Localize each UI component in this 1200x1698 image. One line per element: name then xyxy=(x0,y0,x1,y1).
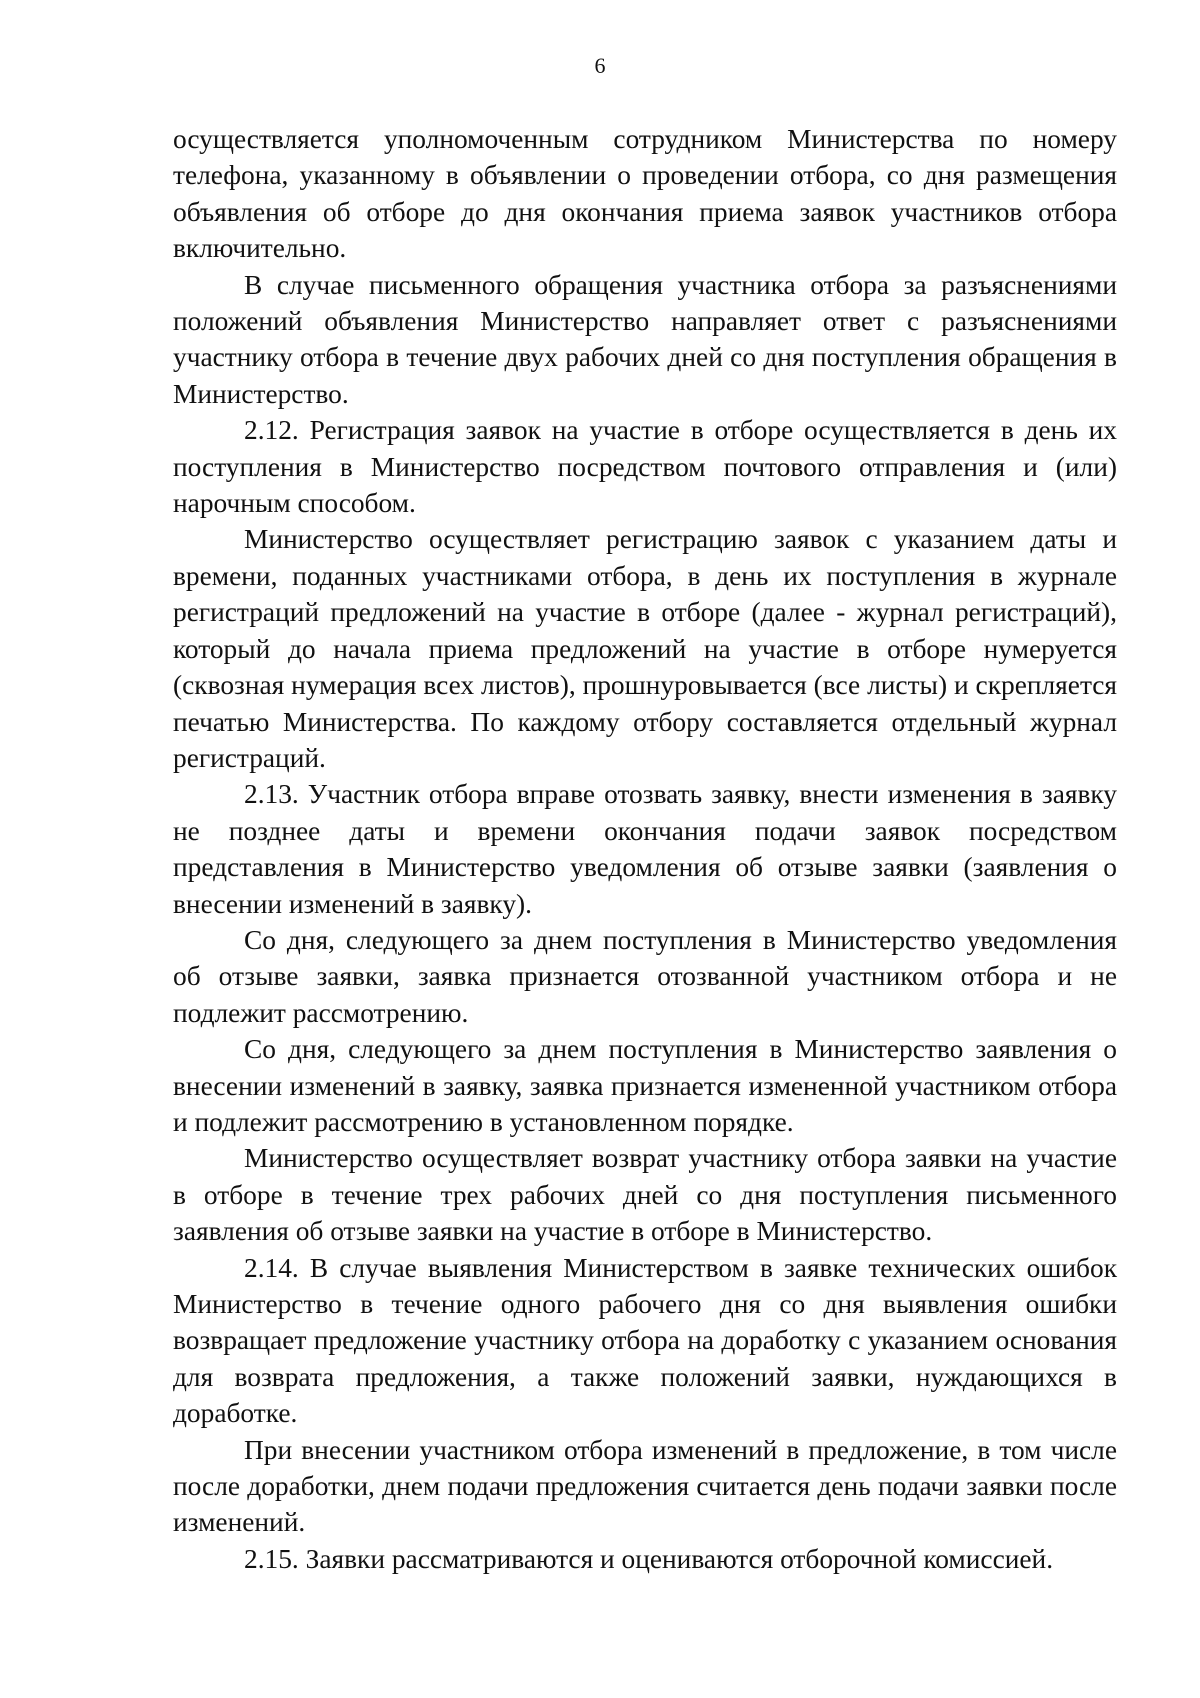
paragraph-2-14: 2.14. В случае выявления Министерством в заявке технических ошибок Министерство в течение одного рабочего дня со дня выявления ошибки возвращает предложение участнику отбора на доработку с указанием основания для возврата предложения, а также положений заявки, нуждающихся в доработке. xyxy=(173,1252,1117,1429)
paragraph-2-15: 2.15. Заявки рассматриваются и оцениваются отборочной комиссией. xyxy=(244,1543,1054,1574)
page-number: 6 xyxy=(594,53,606,78)
paragraph-submission-date: При внесении участником отбора изменений в предложение, в том числе после доработки, днем подачи предложения считается день подачи заявки после изменений. xyxy=(173,1434,1117,1538)
paragraph-written-inquiry: В случае письменного обращения участника отбора за разъяснениями положений объявления Министерство направляет ответ с разъяснениями участнику отбора в течение двух рабочих дней со дня поступления обращения в Министерство. xyxy=(173,269,1117,409)
paragraph-2-13: 2.13. Участник отбора вправе отозвать заявку, внести изменения в заявку не позднее даты и времени окончания подачи заявок посредством представления в Министерство уведомления об отзыве заявки (заявления о внесении изменений в заявку). xyxy=(173,779,1117,919)
paragraph-continuation: осуществляется уполномоченным сотрудником Министерства по номеру телефона, указанному в объявлении о проведении отбора, со дня размещения объявления об отборе до дня окончания приема заявок участников отбора включительно. xyxy=(173,124,1117,264)
paragraph-return: Министерство осуществляет возврат участнику отбора заявки на участие в отборе в течение трех рабочих дней со дня поступления письменного заявления об отзыве заявки на участие в отборе в Министерство. xyxy=(173,1143,1117,1247)
paragraph-2-12: 2.12. Регистрация заявок на участие в отборе осуществляется в день их поступления в Министерство посредством почтового отправления и (или) нарочным способом. xyxy=(173,415,1117,519)
paragraph-registration-journal: Министерство осуществляет регистрацию заявок с указанием даты и времени, поданных участниками отбора, в день их поступления в журнале регистраций предложений на участие в отборе (далее - журнал регистраций), который до начала приема предложений на участие в отборе нумеруется (сквозная нумерация всех листов), прошнуровывается (все листы) и скрепляется печатью Министерства. По каждому отбору составляется отдельный журнал регистраций. xyxy=(173,524,1117,773)
paragraph-withdrawal: Со дня, следующего за днем поступления в Министерство уведомления об отзыве заявки, заявка признается отозванной участником отбора и не подлежит рассмотрению. xyxy=(173,924,1117,1028)
body-text xyxy=(173,121,1117,1577)
paragraph-amendment: Со дня, следующего за днем поступления в Министерство заявления о внесении изменений в заявку, заявка признается измененной участником отбора и подлежит рассмотрению в установленном порядке. xyxy=(173,1034,1117,1137)
